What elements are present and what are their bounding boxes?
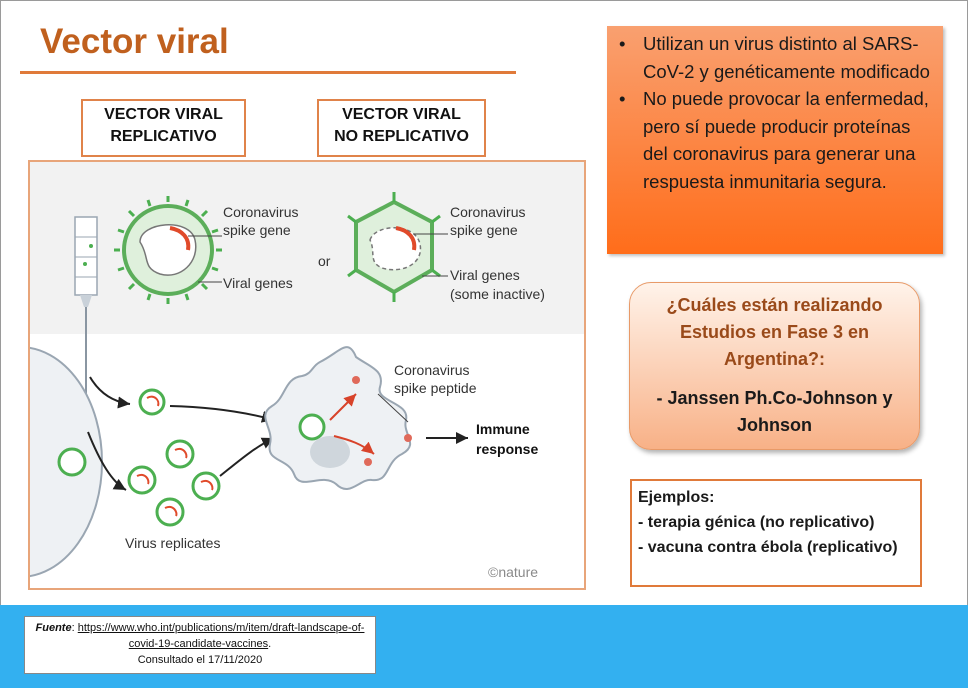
key-points-box	[607, 26, 943, 254]
peptide-dot	[404, 434, 412, 442]
spike-peptide-label-1: Coronavirus	[394, 362, 470, 378]
consulted-date: Consultado el 17/11/2020	[137, 654, 263, 666]
source-line	[25, 620, 375, 652]
virus-particle	[167, 441, 193, 467]
source-box	[24, 616, 376, 674]
slide-title: Vector viral	[40, 22, 229, 61]
nonreplicating-label-line1: VECTOR VIRAL	[342, 106, 461, 123]
viral-genes-label: Viral genes	[223, 275, 293, 291]
replicating-virus-icon	[114, 196, 222, 304]
immune-response-label-1: Immune	[476, 421, 530, 437]
top-panel	[30, 162, 586, 334]
replicated-viruses	[129, 390, 219, 525]
source-label: Fuente	[35, 622, 72, 634]
phase3-question: ¿Cuáles están realizando Estudios en Fase 3 en Argentina?:	[666, 295, 883, 369]
replicating-vector-label	[81, 99, 246, 157]
or-label: or	[318, 253, 331, 269]
virus-particle	[157, 499, 183, 525]
spike-gene-label-2: spike gene	[223, 222, 291, 238]
peptide-dot	[352, 376, 360, 384]
virus-particle	[129, 467, 155, 493]
viral-genes2-label-1: Viral genes	[450, 267, 520, 283]
title-underline	[20, 71, 516, 74]
source-separator: :	[71, 622, 78, 634]
key-points-list	[613, 30, 937, 195]
diagram-illustration	[30, 162, 586, 590]
virus-replicates-label: Virus replicates	[125, 535, 221, 551]
immune-response-label-2: response	[476, 441, 539, 457]
source-link[interactable]: https://www.who.int/publications/m/item/draft-landscape-of-covid-19-candidate-vaccines	[77, 622, 365, 650]
cell-nucleus	[310, 436, 350, 468]
example-item-1: - terapia génica (no replicativo)	[638, 514, 875, 531]
spike-gene2-label-2: spike gene	[450, 222, 518, 238]
dendritic-cell	[265, 347, 410, 489]
virus-particle	[193, 473, 219, 499]
replicating-label-line2: REPLICATIVO	[110, 128, 217, 145]
internal-virus-icon	[300, 415, 324, 439]
nonreplicating-vector-label	[317, 99, 486, 157]
spike-gene-label-1: Coronavirus	[223, 204, 299, 220]
viral-vector-diagram	[28, 160, 586, 590]
virus-particle	[140, 390, 164, 414]
spike-gene2-label-1: Coronavirus	[450, 204, 526, 220]
phase3-question-box	[629, 282, 920, 450]
viral-genes2-label-2: (some inactive)	[450, 286, 545, 302]
source-period: .	[268, 638, 272, 650]
key-point-2: • No puede provocar la enfermedad, pero sí puede producir proteínas del coronavirus para generar una respuesta inmunitaria segura.	[643, 85, 937, 195]
nonreplicating-label-line2: NO REPLICATIVO	[334, 128, 469, 145]
example-item-2: - vacuna contra ébola (replicativo)	[638, 539, 898, 556]
cell-virus-icon	[59, 449, 85, 475]
peptide-dot	[364, 458, 372, 466]
examples-box	[630, 479, 922, 587]
key-point-1: • Utilizan un virus distinto al SARS-CoV-2 y genéticamente modificado	[643, 30, 937, 85]
phase3-answer: - Janssen Ph.Co-Johnson y Johnson	[656, 388, 893, 435]
replicating-label-line1: VECTOR VIRAL	[104, 106, 223, 123]
examples-heading: Ejemplos:	[638, 489, 715, 506]
spike-peptide-label-2: spike peptide	[394, 380, 477, 396]
nature-credit: ©nature	[488, 564, 539, 580]
